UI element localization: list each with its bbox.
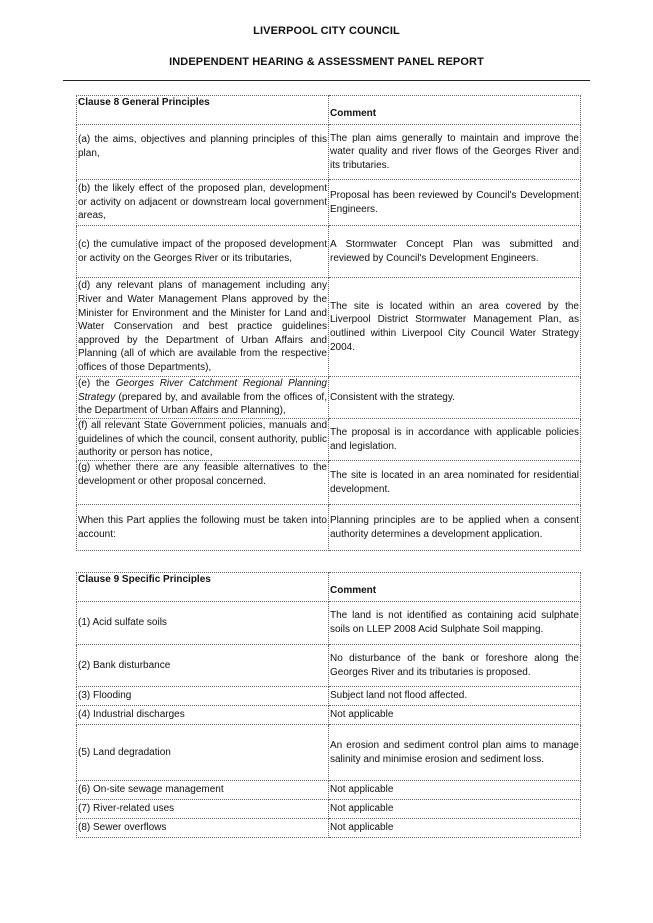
clause9-heading: Clause 9 Specific Principles [77, 573, 329, 602]
principle-cell: (c) the cumulative impact of the proposed development or activity on the Georges River or its tributaries, [77, 226, 329, 278]
comment-cell: Proposal has been reviewed by Council's Development Engineers. [329, 180, 581, 226]
table-row [77, 602, 581, 645]
comment-cell: The site is located in an area nominated for residential development. [329, 461, 581, 505]
comment-cell: Not applicable [329, 819, 581, 838]
comment-heading: Comment [329, 96, 581, 125]
principle-cell: (f) all relevant State Government policies, manuals and guidelines of which the council, consent authority, public authority or person has notice, [77, 419, 329, 461]
principle-cell [77, 377, 329, 419]
comment-cell: The proposal is in accordance with applicable policies and legislation. [329, 419, 581, 461]
comment-cell: The plan aims generally to maintain and improve the water quality and river flows of the Georges River and its tributaries. [329, 125, 581, 180]
table-row [77, 226, 581, 278]
council-title: LIVERPOOL CITY COUNCIL [253, 25, 400, 37]
comment-cell: Not applicable [329, 706, 581, 725]
principle-cell: (b) the likely effect of the proposed plan, development or activity on adjacent or downstream local government areas, [77, 180, 329, 226]
table-row [77, 125, 581, 180]
table-row [77, 505, 581, 551]
principle-cell: (g) whether there are any feasible alternatives to the development or other proposal concerned. [77, 461, 329, 505]
principle-cell: (2) Bank disturbance [77, 645, 329, 687]
comment-cell: Subject land not flood affected. [329, 687, 581, 706]
header-divider [63, 80, 590, 81]
principle-cell: (7) River-related uses [77, 800, 329, 819]
table-row [77, 800, 581, 819]
comment-cell: Not applicable [329, 800, 581, 819]
principle-cell: (8) Sewer overflows [77, 819, 329, 838]
comment-cell: The land is not identified as containing acid sulphate soils on LLEP 2008 Acid Sulphate Soil mapping. [329, 602, 581, 645]
table-row [77, 645, 581, 687]
principle-cell: (3) Flooding [77, 687, 329, 706]
clause8-table [76, 95, 581, 551]
table-row [77, 278, 581, 377]
table-header-row [77, 96, 581, 125]
principle-cell: When this Part applies the following must be taken into account: [77, 505, 329, 551]
principle-cell: (5) Land degradation [77, 725, 329, 781]
table-row [77, 180, 581, 226]
principle-cell: (d) any relevant plans of management including any River and Water Management Plans approved by the Minister for Environment and the Minister for Land and Water Conservation and best practice guidelines approved by the Department of Urban Affairs and Planning (all of which are available from the respective offices of those Departments), [77, 278, 329, 377]
principle-cell: (6) On-site sewage management [77, 781, 329, 800]
principle-prefix: (e) the [78, 378, 116, 390]
clause9-table [76, 572, 581, 838]
comment-heading: Comment [329, 573, 581, 602]
table-row [77, 781, 581, 800]
table-row [77, 819, 581, 838]
table-row [77, 687, 581, 706]
principle-italic: Georges River Catchment Regional Planning Strategy [78, 378, 327, 403]
comment-cell: Consistent with the strategy. [329, 377, 581, 419]
principle-suffix: (prepared by, and available from the offices of, the Department of Urban Affairs and Planning), [78, 391, 327, 417]
principle-cell: (a) the aims, objectives and planning principles of this plan, [77, 125, 329, 180]
comment-cell: An erosion and sediment control plan aims to manage salinity and minimise erosion and sediment loss. [329, 725, 581, 781]
comment-cell: No disturbance of the bank or foreshore along the Georges River and its tributaries is proposed. [329, 645, 581, 687]
table-row [77, 377, 581, 419]
comment-cell: Not applicable [329, 781, 581, 800]
table-row [77, 725, 581, 781]
principle-cell: (4) Industrial discharges [77, 706, 329, 725]
principle-cell: (1) Acid sulfate soils [77, 602, 329, 645]
comment-cell: Planning principles are to be applied when a consent authority determines a development application. [329, 505, 581, 551]
table-header-row [77, 573, 581, 602]
table-row [77, 706, 581, 725]
clause8-heading: Clause 8 General Principles [77, 96, 329, 125]
table-row [77, 461, 581, 505]
comment-cell: A Stormwater Concept Plan was submitted and reviewed by Council's Development Engineers. [329, 226, 581, 278]
comment-cell: The site is located within an area covered by the Liverpool District Stormwater Management Plan, as outlined within Liverpool City Council Water Strategy 2004. [329, 278, 581, 377]
table-row [77, 419, 581, 461]
report-title: INDEPENDENT HEARING & ASSESSMENT PANEL REPORT [169, 56, 484, 68]
